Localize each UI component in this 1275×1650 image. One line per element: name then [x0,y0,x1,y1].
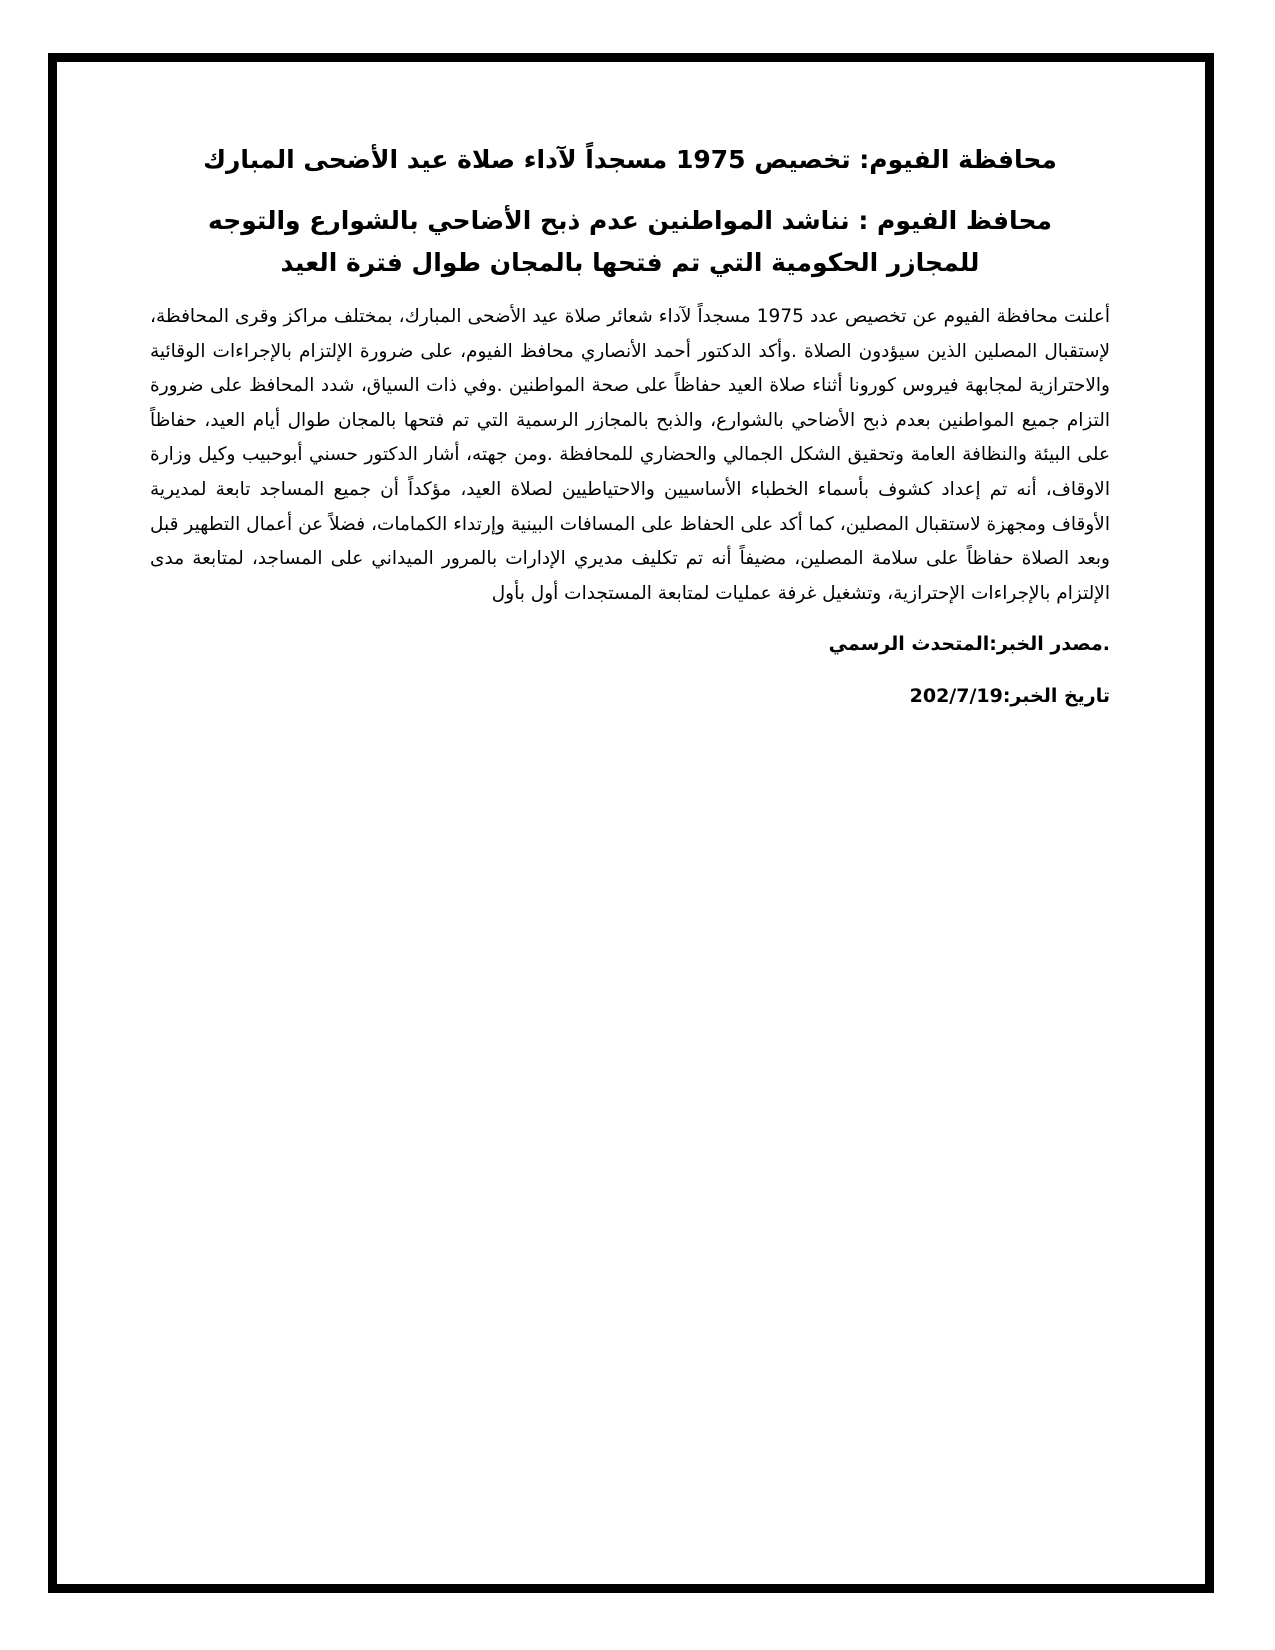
article-body: أعلنت محافظة الفيوم عن تخصيص عدد 1975 مسجداً لآداء شعائر صلاة عيد الأضحى المبارك، بمختلف مراكز وقرى المحافظة، لإستقبال المصلين الذين سيؤدون الصلاة .وأكد الدكتور أحمد الأنصاري محافظ الفيوم، على ضرورة الإلتزام بالإجراءات الوقائية والاحترازية لمجابهة فيروس كورونا أثناء صلاة العيد حفاظاً على صحة المواطنين .وفي ذات السياق، شدد المحافظ على ضرورة التزام جميع المواطنين بعدم ذبح الأضاحي بالشوارع، والذبح بالمجازر الرسمية التي تم فتحها بالمجان طوال أيام العيد، حفاظاً على البيئة والنظافة العامة وتحقيق الشكل الجمالي والحضاري للمحافظة .ومن جهته، أشار الدكتور حسني أبوحبيب وكيل وزارة الاوقاف، أنه تم إعداد كشوف بأسماء الخطباء الأساسيين والاحتياطيين لصلاة العيد، مؤكداً أن جميع المساجد تابعة لمديرية الأوقاف ومجهزة لاستقبال المصلين، كما أكد على الحفاظ على المسافات البينية وإرتداء الكمامات، فضلاً عن أعمال التطهير قبل وبعد الصلاة حفاظاً على سلامة المصلين، مضيفاً أنه تم تكليف مديري الإدارات بالمرور الميداني على المساجد، لمتابعة مدى الإلتزام بالإجراءات الإحترازية، وتشغيل غرفة عمليات لمتابعة المستجدات أول بأول [150,306,1111,604]
news-source: .مصدر الخبر:المتحدث الرسمي [828,633,1110,656]
news-date: تاريخ الخبر:202/7/19 [909,685,1110,708]
article-headline: محافظة الفيوم: تخصيص 1975 مسجداً لآداء صلاة عيد الأضحى المبارك [203,145,1057,174]
article-subheadline: محافظ الفيوم : نناشد المواطنين عدم ذبح الأضاحي بالشوارع والتوجه للمجازر الحكومية التي تم فتحها بالمجان طوال فترة العيد [208,206,1052,277]
article [150,140,1110,711]
